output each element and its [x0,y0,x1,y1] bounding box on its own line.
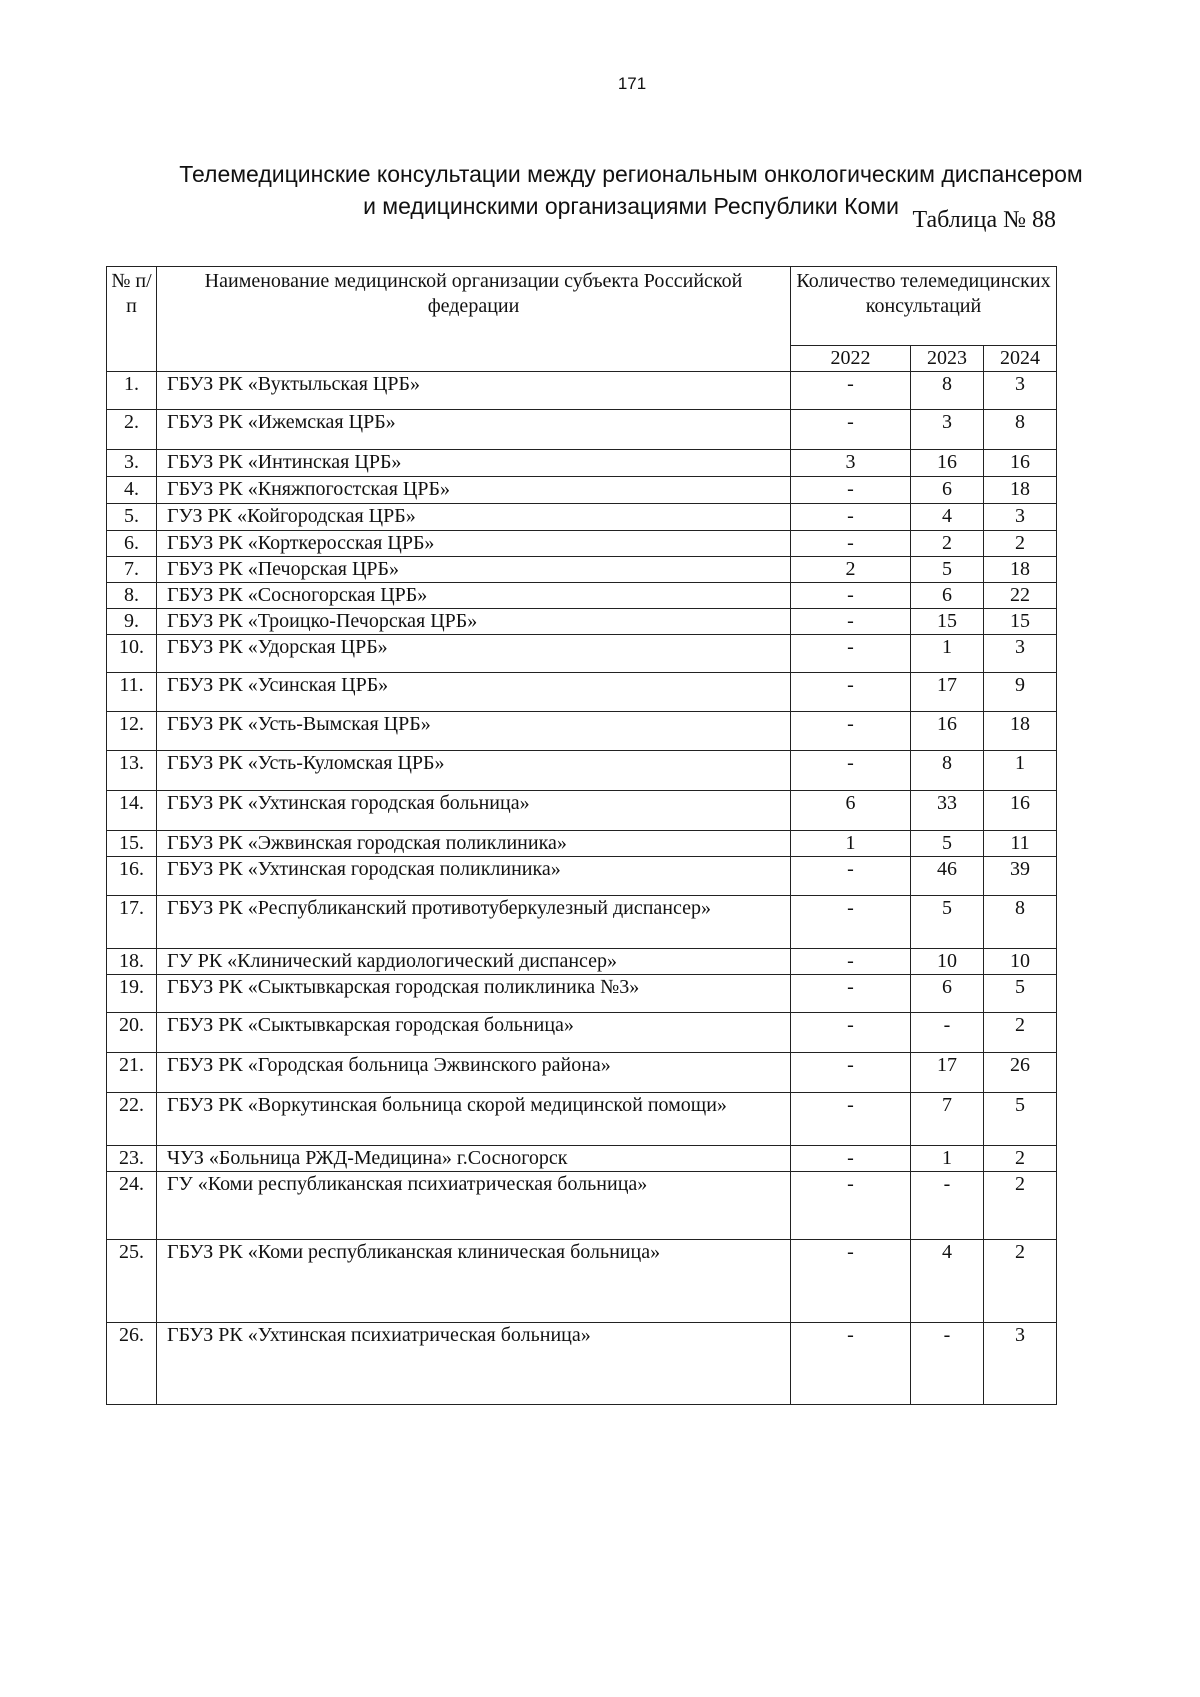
value-2022: - [791,609,911,635]
organization-name: ГБУЗ РК «Вуктыльская ЦРБ» [157,372,791,410]
value-2024: 16 [984,450,1057,477]
table-row [107,831,1057,857]
value-2024: 2 [984,1172,1057,1240]
value-2024: 3 [984,635,1057,673]
row-number: 5. [107,504,157,531]
organization-name: ГБУЗ РК «Коми республиканская клиническая больница» [157,1240,791,1323]
organization-name: ГБУЗ РК «Удорская ЦРБ» [157,635,791,673]
value-2022: - [791,949,911,975]
header-year-2024: 2024 [984,346,1057,372]
table-row [107,712,1057,751]
value-2022: - [791,477,911,504]
value-2022: - [791,583,911,609]
table-label: Таблица № 88 [912,207,1056,233]
table-body [107,372,1057,1405]
organization-name: ГБУЗ РК «Усинская ЦРБ» [157,673,791,712]
value-2023: 8 [911,751,984,791]
organization-name: ГБУЗ РК «Корткеросская ЦРБ» [157,531,791,557]
organization-name: ГБУЗ РК «Интинская ЦРБ» [157,450,791,477]
value-2023: 6 [911,583,984,609]
organization-name: ГУ РК «Клинический кардиологический диспансер» [157,949,791,975]
value-2023: 4 [911,1240,984,1323]
value-2024: 3 [984,372,1057,410]
table-row [107,1146,1057,1172]
value-2023: 1 [911,1146,984,1172]
value-2024: 18 [984,477,1057,504]
table-row [107,949,1057,975]
value-2023: 8 [911,372,984,410]
table-row [107,583,1057,609]
organization-name: ГБУЗ РК «Воркутинская больница скорой медицинской помощи» [157,1093,791,1146]
organization-name: ГБУЗ РК «Троицко-Печорская ЦРБ» [157,609,791,635]
table-row [107,673,1057,712]
row-number: 17. [107,896,157,949]
organization-name: ГУЗ РК «Койгородская ЦРБ» [157,504,791,531]
value-2022: - [791,531,911,557]
value-2023: 16 [911,712,984,751]
value-2024: 9 [984,673,1057,712]
table-row [107,896,1057,949]
table-row [107,531,1057,557]
title-line-1: Телемедицинские консультации между региональным онкологическим диспансером [179,161,1083,187]
value-2022: - [791,751,911,791]
value-2024: 11 [984,831,1057,857]
table-row [107,477,1057,504]
table-row [107,1323,1057,1405]
value-2024: 2 [984,531,1057,557]
table-row [107,609,1057,635]
row-number: 18. [107,949,157,975]
value-2024: 22 [984,583,1057,609]
table-row [107,1013,1057,1053]
value-2024: 3 [984,504,1057,531]
value-2022: 1 [791,831,911,857]
value-2023: - [911,1172,984,1240]
value-2022: - [791,1053,911,1093]
table-row [107,504,1057,531]
row-number: 24. [107,1172,157,1240]
value-2022: - [791,1240,911,1323]
value-2024: 5 [984,1093,1057,1146]
value-2023: - [911,1323,984,1405]
organization-name: ГБУЗ РК «Сыктывкарская городская больница» [157,1013,791,1053]
organization-name: ГБУЗ РК «Княжпогостская ЦРБ» [157,477,791,504]
row-number: 11. [107,673,157,712]
header-number: № п/п [107,267,157,372]
value-2024: 39 [984,857,1057,896]
organization-name: ГБУЗ РК «Печорская ЦРБ» [157,557,791,583]
value-2022: - [791,504,911,531]
table-row [107,410,1057,450]
value-2023: 4 [911,504,984,531]
value-2024: 2 [984,1240,1057,1323]
value-2024: 16 [984,791,1057,831]
value-2024: 1 [984,751,1057,791]
value-2023: 16 [911,450,984,477]
organization-name: ЧУЗ «Больница РЖД-Медицина» г.Сосногорск [157,1146,791,1172]
value-2022: - [791,857,911,896]
row-number: 16. [107,857,157,896]
row-number: 7. [107,557,157,583]
row-number: 2. [107,410,157,450]
organization-name: ГБУЗ РК «Ухтинская городская поликлиника» [157,857,791,896]
row-number: 13. [107,751,157,791]
organization-name: ГБУЗ РК «Республиканский противотуберкулезный диспансер» [157,896,791,949]
table-row [107,450,1057,477]
value-2022: - [791,712,911,751]
value-2022: - [791,975,911,1013]
title-line-2: и медицинскими организациями Республики Коми [363,193,899,219]
row-number: 15. [107,831,157,857]
value-2024: 2 [984,1013,1057,1053]
organization-name: ГУ «Коми республиканская психиатрическая больница» [157,1172,791,1240]
organization-name: ГБУЗ РК «Усть-Вымская ЦРБ» [157,712,791,751]
value-2023: 3 [911,410,984,450]
value-2022: 2 [791,557,911,583]
row-number: 12. [107,712,157,751]
value-2024: 26 [984,1053,1057,1093]
value-2024: 3 [984,1323,1057,1405]
table-row [107,791,1057,831]
value-2022: - [791,1013,911,1053]
value-2022: - [791,1172,911,1240]
row-number: 25. [107,1240,157,1323]
organization-name: ГБУЗ РК «Ижемская ЦРБ» [157,410,791,450]
organization-name: ГБУЗ РК «Эжвинская городская поликлиника» [157,831,791,857]
row-number: 22. [107,1093,157,1146]
value-2024: 8 [984,896,1057,949]
value-2023: 5 [911,557,984,583]
table-row [107,635,1057,673]
header-year-2022: 2022 [791,346,911,372]
row-number: 4. [107,477,157,504]
value-2023: 15 [911,609,984,635]
value-2023: - [911,1013,984,1053]
organization-name: ГБУЗ РК «Усть-Куломская ЦРБ» [157,751,791,791]
value-2022: - [791,1146,911,1172]
organization-name: ГБУЗ РК «Ухтинская психиатрическая больница» [157,1323,791,1405]
row-number: 14. [107,791,157,831]
value-2023: 33 [911,791,984,831]
table-row [107,557,1057,583]
value-2024: 18 [984,557,1057,583]
table-row [107,1053,1057,1093]
organization-name: ГБУЗ РК «Ухтинская городская больница» [157,791,791,831]
value-2022: - [791,673,911,712]
table-row [107,1240,1057,1323]
value-2022: 6 [791,791,911,831]
value-2022: - [791,896,911,949]
value-2024: 15 [984,609,1057,635]
value-2023: 46 [911,857,984,896]
value-2023: 17 [911,1053,984,1093]
table-row [107,1172,1057,1240]
table-header [107,267,1057,372]
page-number: 171 [617,74,647,93]
value-2022: 3 [791,450,911,477]
row-number: 20. [107,1013,157,1053]
organization-name: ГБУЗ РК «Сосногорская ЦРБ» [157,583,791,609]
header-organization: Наименование медицинской организации субъекта Российской федерации [157,267,791,372]
value-2023: 10 [911,949,984,975]
value-2023: 6 [911,477,984,504]
table-row [107,975,1057,1013]
value-2023: 7 [911,1093,984,1146]
table-row [107,857,1057,896]
table-row [107,372,1057,410]
header-year-2023: 2023 [911,346,984,372]
organization-name: ГБУЗ РК «Городская больница Эжвинского района» [157,1053,791,1093]
value-2024: 2 [984,1146,1057,1172]
value-2024: 5 [984,975,1057,1013]
value-2023: 5 [911,896,984,949]
value-2022: - [791,635,911,673]
table-row [107,1093,1057,1146]
value-2023: 5 [911,831,984,857]
value-2023: 1 [911,635,984,673]
value-2023: 6 [911,975,984,1013]
row-number: 1. [107,372,157,410]
value-2024: 8 [984,410,1057,450]
consultations-table [106,266,1057,1405]
row-number: 23. [107,1146,157,1172]
value-2024: 10 [984,949,1057,975]
value-2023: 2 [911,531,984,557]
organization-name: ГБУЗ РК «Сыктывкарская городская поликлиника №3» [157,975,791,1013]
value-2022: - [791,1093,911,1146]
row-number: 8. [107,583,157,609]
row-number: 26. [107,1323,157,1405]
value-2024: 18 [984,712,1057,751]
value-2022: - [791,372,911,410]
table-row [107,751,1057,791]
row-number: 10. [107,635,157,673]
row-number: 19. [107,975,157,1013]
row-number: 6. [107,531,157,557]
value-2022: - [791,410,911,450]
row-number: 21. [107,1053,157,1093]
value-2023: 17 [911,673,984,712]
value-2022: - [791,1323,911,1405]
header-consultation-count: Количество телемедицинских консультаций [791,267,1057,346]
row-number: 9. [107,609,157,635]
row-number: 3. [107,450,157,477]
